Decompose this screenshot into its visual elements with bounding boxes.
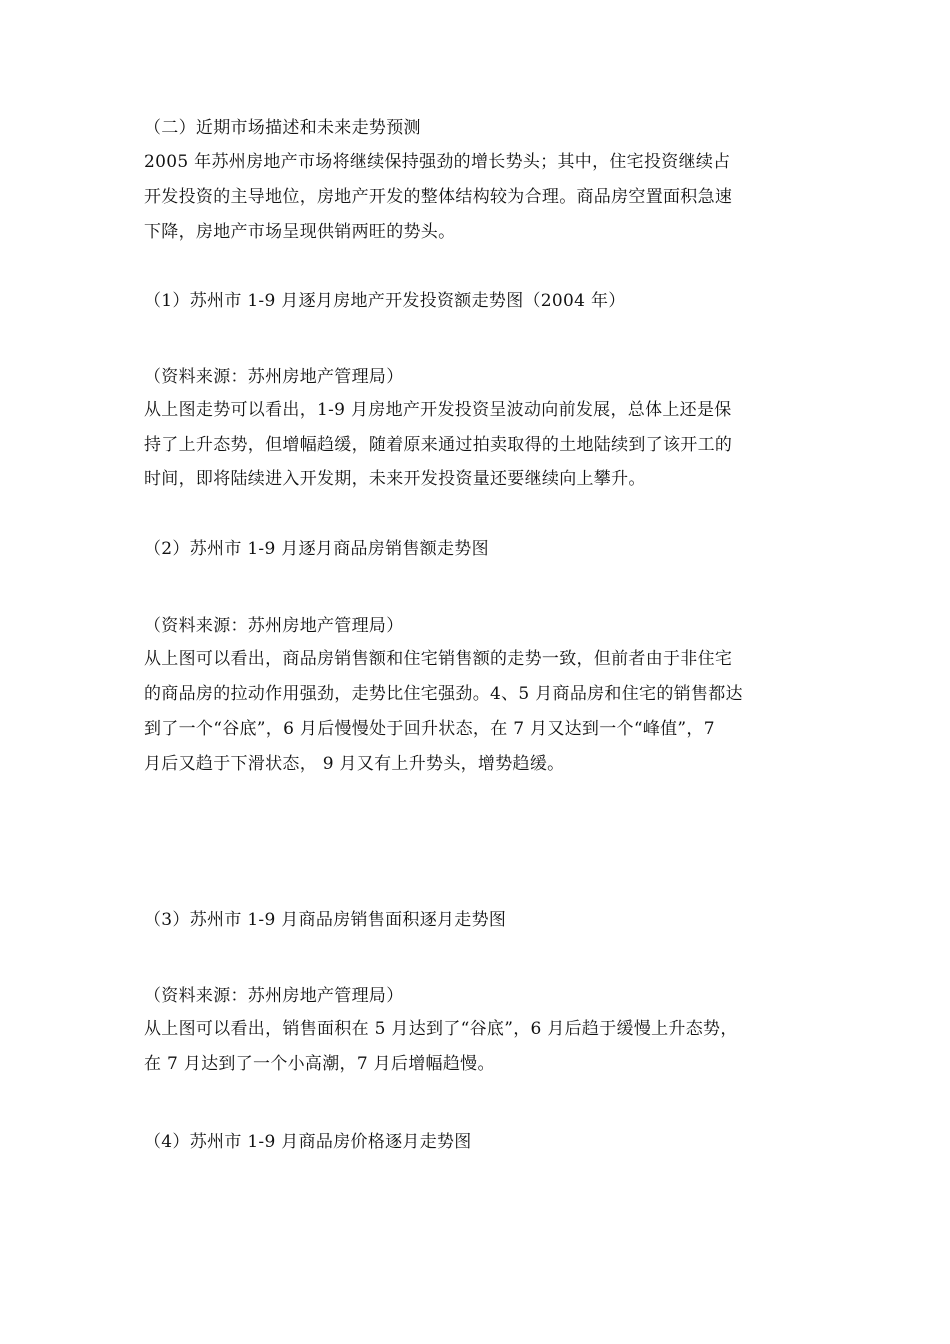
figure2-text-line-4: 月后又趋于下滑状态， 9 月又有上升势头，增势趋缓。: [144, 754, 565, 774]
figure3-caption: （3）苏州市 1-9 月商品房销售面积逐月走势图: [144, 910, 507, 930]
figure3-source: （资料来源：苏州房地产管理局）: [144, 986, 404, 1006]
figure2-text-line-3: 到了一个“谷底”，6 月后慢慢处于回升状态，在 7 月又达到一个“峰值”，7: [144, 719, 715, 739]
figure1-text-line-3: 时间，即将陆续进入开发期，未来开发投资量还要继续向上攀升。: [144, 469, 646, 489]
figure1-text-line-1: 从上图走势可以看出，1-9 月房地产开发投资呈波动向前发展，总体上还是保: [144, 400, 732, 420]
figure1-source: （资料来源：苏州房地产管理局）: [144, 367, 404, 387]
figure1-caption: （1）苏州市 1-9 月逐月房地产开发投资额走势图（2004 年）: [144, 291, 626, 311]
figure2-caption: （2）苏州市 1-9 月逐月商品房销售额走势图: [144, 539, 489, 559]
figure3-text-line-1: 从上图可以看出，销售面积在 5 月达到了“谷底”，6 月后趋于缓慢上升态势，: [144, 1019, 738, 1039]
intro-line-2: 开发投资的主导地位，房地产开发的整体结构较为合理。商品房空置面积急速: [144, 187, 733, 207]
section-heading: （二）近期市场描述和未来走势预测: [144, 118, 421, 138]
figure4-caption: （4）苏州市 1-9 月商品房价格逐月走势图: [144, 1132, 472, 1152]
figure3-text-line-2: 在 7 月达到了一个小高潮，7 月后增幅趋慢。: [144, 1054, 495, 1074]
intro-line-3: 下降，房地产市场呈现供销两旺的势头。: [144, 222, 456, 242]
figure2-source: （资料来源：苏州房地产管理局）: [144, 616, 404, 636]
figure2-text-line-1: 从上图可以看出，商品房销售额和住宅销售额的走势一致，但前者由于非住宅: [144, 649, 733, 669]
figure2-text-line-2: 的商品房的拉动作用强劲，走势比住宅强劲。4、5 月商品房和住宅的销售都达: [144, 684, 743, 704]
figure1-text-line-2: 持了上升态势，但增幅趋缓，随着原来通过拍卖取得的土地陆续到了该开工的: [144, 435, 733, 455]
intro-line-1: 2005 年苏州房地产市场将继续保持强劲的增长势头；其中，住宅投资继续占: [144, 152, 731, 172]
